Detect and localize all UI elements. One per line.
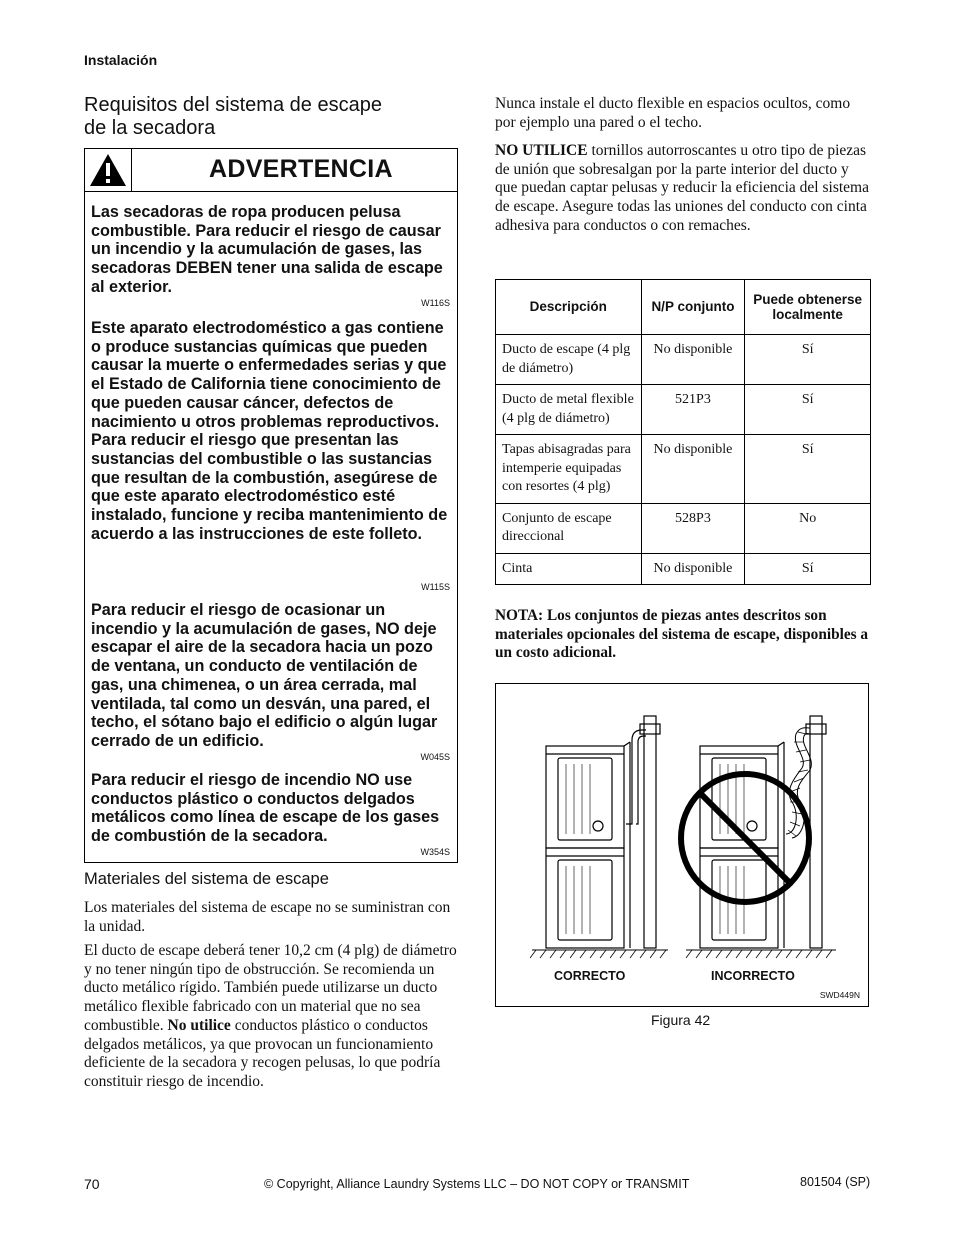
table-cell: Ducto de escape (4 plg de diámetro) [496, 335, 642, 385]
table-cell: Sí [745, 553, 871, 585]
warning-code-4: W354S [420, 847, 450, 857]
warning-icon-cell [85, 149, 132, 191]
table-cell: No disponible [641, 335, 745, 385]
table-row [496, 335, 871, 385]
table-cell: Tapas abisagradas para intemperie equipadas con resortes (4 plg) [496, 435, 642, 504]
table-header: Puede obtenerse localmente [745, 280, 871, 335]
warning-code-2: W115S [421, 582, 450, 592]
table-cell: Cinta [496, 553, 642, 585]
table-row [496, 503, 871, 553]
materials-paragraph-1: Los materiales del sistema de escape no se suministran con la unidad. [84, 899, 451, 935]
table-header-row [496, 280, 871, 335]
page-number: 70 [84, 1176, 100, 1192]
copyright-notice: © Copyright, Alliance Laundry Systems LLC – DO NOT COPY or TRANSMIT [264, 1177, 690, 1191]
warning-text-4: Para reducir el riesgo de incendio NO use conductos plástico o conductos delgados metálicos como línea de escape de los gases de combustión de la secadora. [91, 771, 440, 846]
table-header: Descripción [496, 280, 642, 335]
section-label: Instalación [84, 52, 158, 68]
table-cell: No [745, 503, 871, 553]
right-paragraph-1: Nunca instale el ducto flexible en espacios ocultos, como por ejemplo una pared o el techo. [495, 95, 851, 131]
figure-box [495, 683, 869, 1007]
table-cell: No disponible [641, 435, 745, 504]
table-cell: Sí [745, 335, 871, 385]
table-row [496, 553, 871, 585]
figure-code: SWD449N [819, 990, 860, 1000]
materials-heading: Materiales del sistema de escape [84, 870, 329, 888]
table-row [496, 435, 871, 504]
parts-table [495, 279, 871, 585]
warning-header [85, 149, 457, 192]
document-number: 801504 (SP) [800, 1175, 871, 1189]
table-cell: No disponible [641, 553, 745, 585]
warning-text-2: Este aparato electrodoméstico a gas contiene o produce sustancias químicas que pueden causar la muerte o enfermedades serias y que el Estado de California tiene conocimiento de que pueden causar cáncer, defectos de nacimiento u otros problemas reproductivos. Para reducir el riesgo que presentan las sustancias del combustible o las sustancias que resultan de la combustión, asegúrese de que este aparato electrodoméstico esté instalado, funcione y reciba mantenimiento de acuerdo a las instrucciones de este folleto. [91, 319, 448, 543]
exclamation-triangle-icon [85, 149, 131, 191]
page-title: Requisitos del sistema de escape de la secadora [84, 94, 382, 139]
figure-caption: Figura 42 [651, 1012, 711, 1028]
dryer-installation-illustration [496, 684, 868, 1006]
table-cell: Ducto de metal flexible (4 plg de diámetro) [496, 385, 642, 435]
warning-title: ADVERTENCIA [209, 155, 393, 183]
warning-box [84, 148, 458, 863]
table-cell: Sí [745, 385, 871, 435]
warning-text-3: Para reducir el riesgo de ocasionar un incendio y la acumulación de gases, NO deje escapar el aire de la secadora hacia un pozo de ventana, un conducto de ventilación de gas, una chimenea, o un área cerrada, mal ventilada, tal como un desván, una pared, el techo, el sótano bajo el edificio o algún lugar cerrado de un edificio. [91, 601, 438, 750]
label-correct: CORRECTO [554, 969, 626, 983]
warning-code-3: W045S [420, 752, 450, 762]
table-header: N/P conjunto [641, 280, 745, 335]
label-incorrect: INCORRECTO [711, 969, 795, 983]
table-row [496, 385, 871, 435]
warning-code-1: W116S [421, 298, 450, 308]
warning-text-1: Las secadoras de ropa producen pelusa combustible. Para reducir el riesgo de causar un incendio y la acumulación de gases, las secadoras DEBEN tener una salida de escape al exterior. [91, 203, 443, 296]
table-cell: 528P3 [641, 503, 745, 553]
materials-paragraph-2: El ducto de escape deberá tener 10,2 cm (4 plg) de diámetro y no tener ningún tipo de obstrucción. Se recomienda un ducto metálico rígido. También puede utilizarse un ducto metálico flexible fabricado con un material que no sea combustible. No utilice conductos plástico o conductos delgados metálicos, ya que provocan un funcionamiento deficiente de la secadora y recogen pelusas, lo que podría constituir riesgo de incendio. [84, 942, 457, 1090]
table-cell: Conjunto de escape direccional [496, 503, 642, 553]
right-paragraph-2: NO UTILICE tornillos autorroscantes u otro tipo de piezas de unión que sobresalgan por la parte interior del ducto y que puedan captar pelusas y reducir la eficiencia del sistema de escape. Asegure todas las uniones del conducto con cinta adhesiva para conductos o con remaches. [495, 142, 869, 234]
table-cell: Sí [745, 435, 871, 504]
table-cell: 521P3 [641, 385, 745, 435]
note-text: NOTA: Los conjuntos de piezas antes descritos son materiales opcionales del sistema de escape, disponibles a un costo adicional. [495, 607, 869, 662]
